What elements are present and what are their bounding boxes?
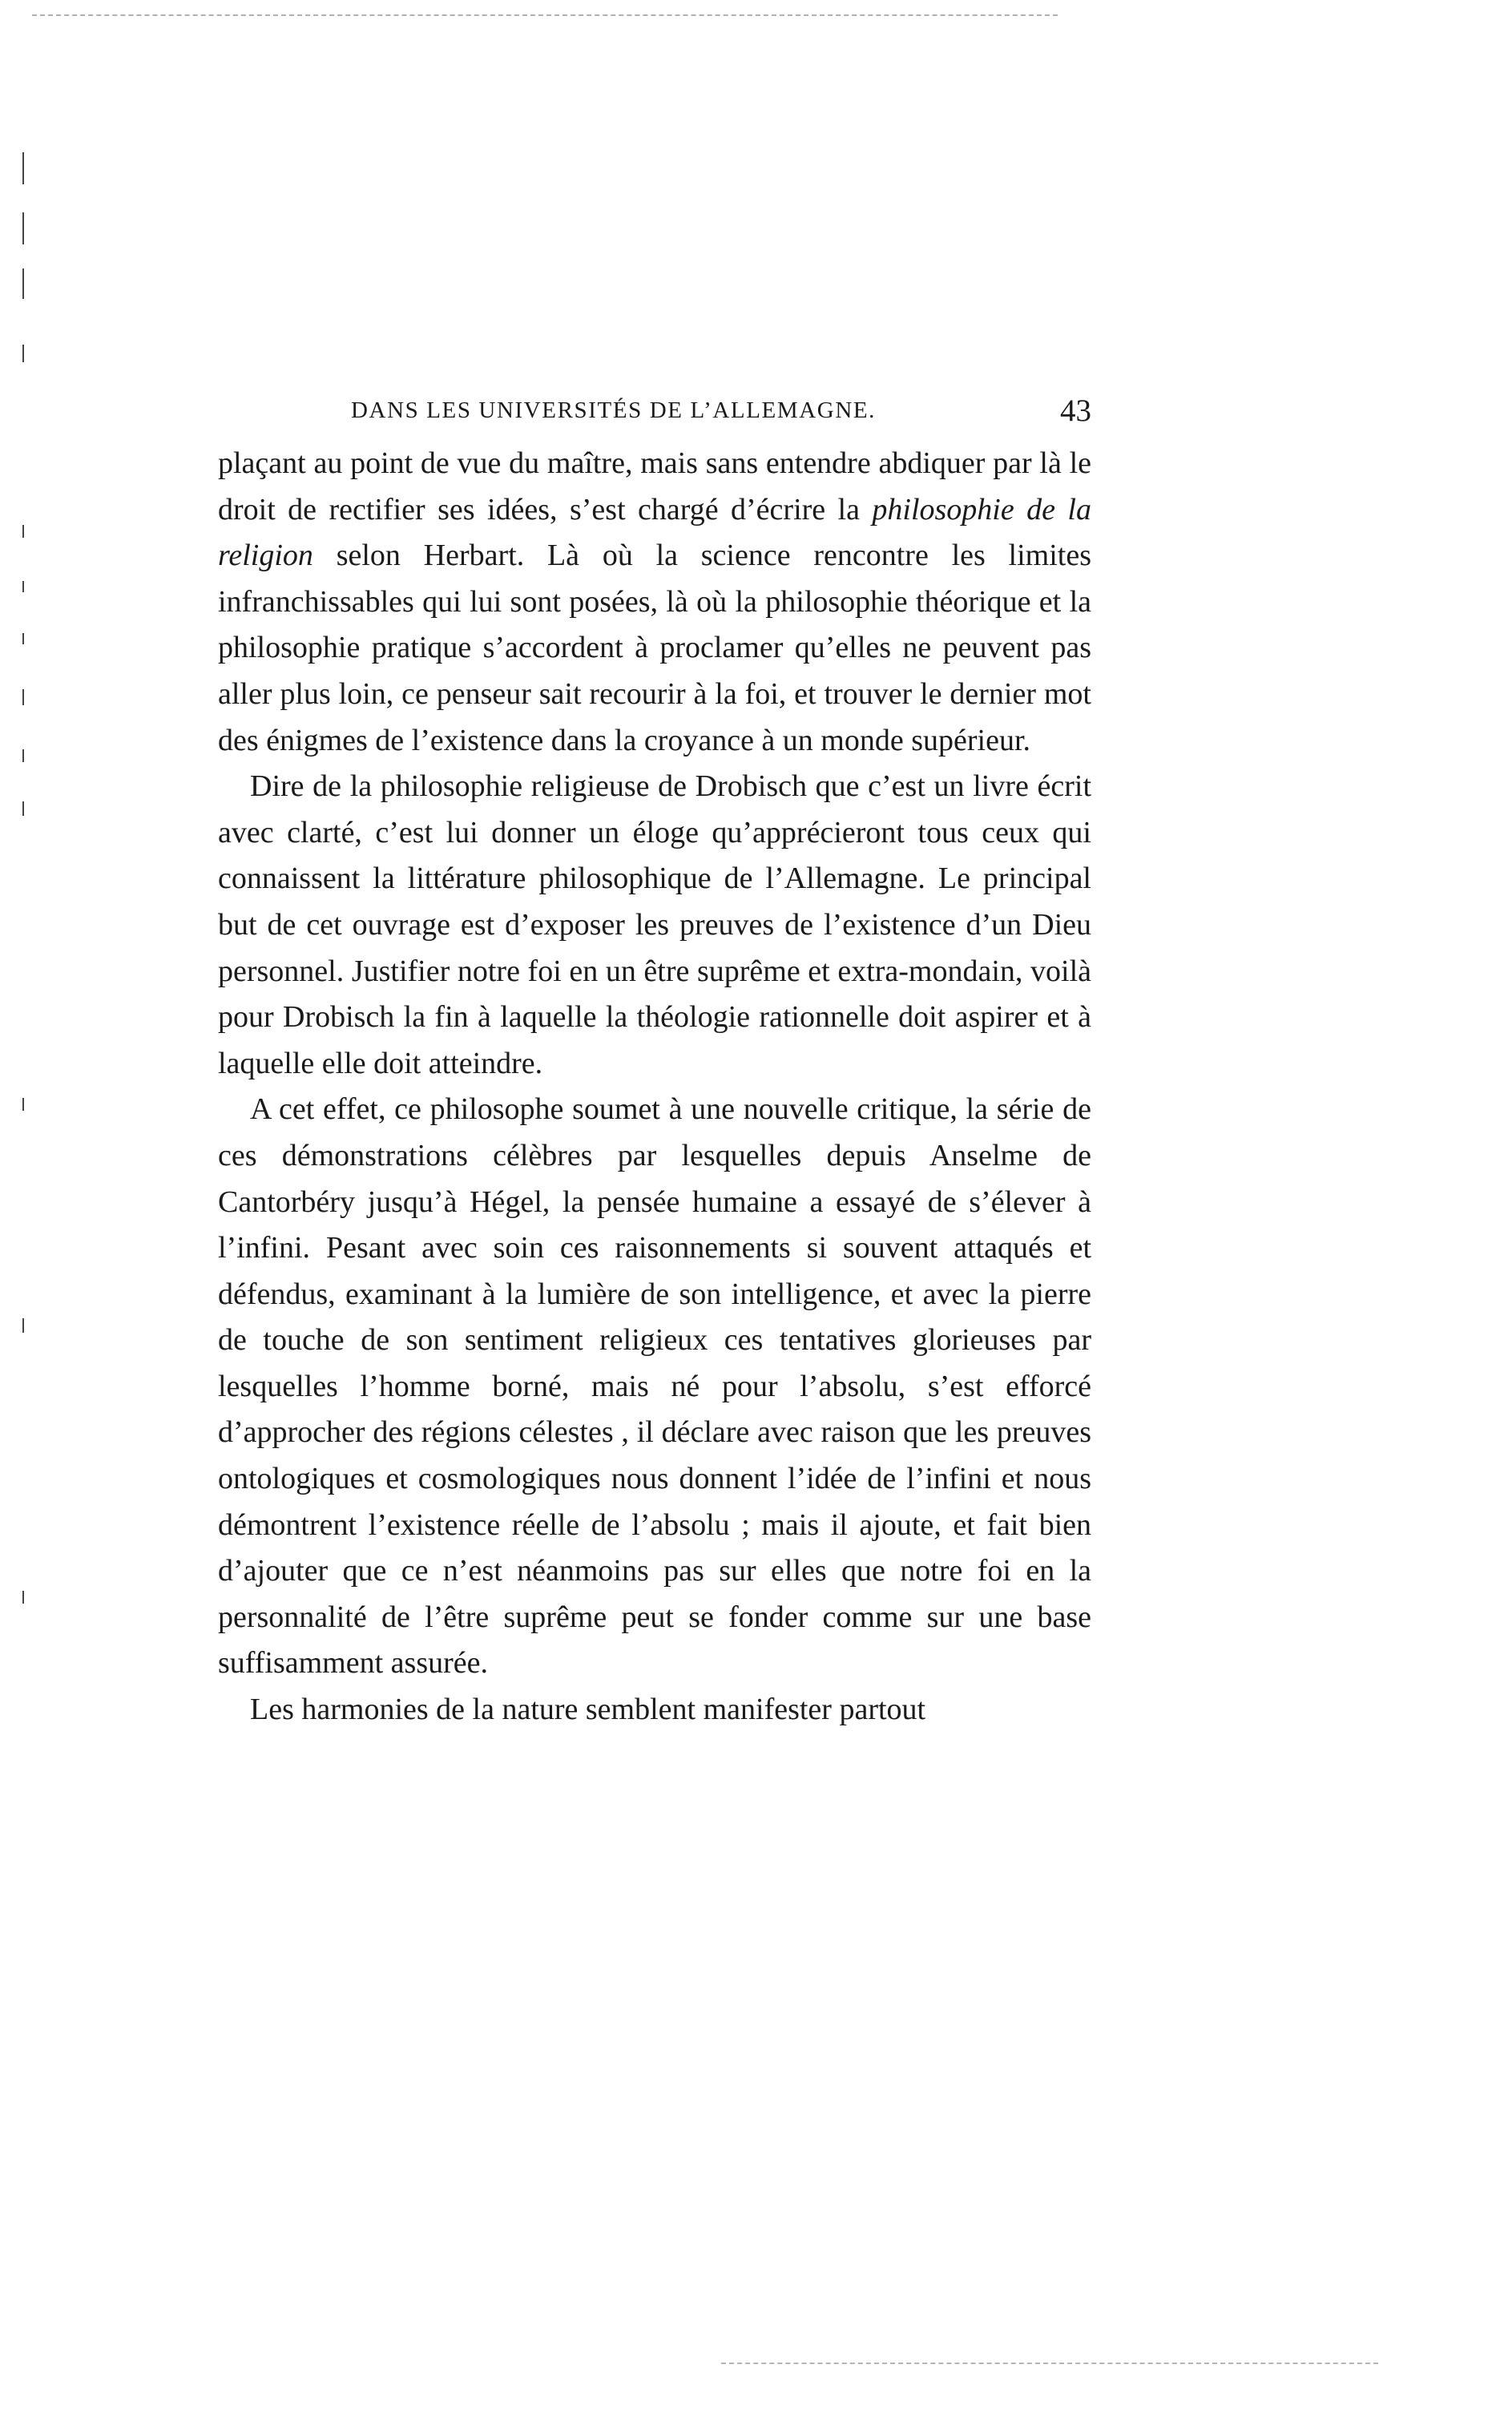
gutter-mark <box>22 1318 24 1333</box>
gutter-mark <box>22 525 24 538</box>
gutter-mark <box>22 1591 24 1604</box>
scan-edge-bottom <box>721 2363 1378 2364</box>
gutter-mark <box>22 268 24 299</box>
paragraph-2: Dire de la philosophie religieuse de Drobisch que c’est un livre écrit avec clarté, c’est lui donner un éloge qu’apprécieront tous ceux qui connaissent la littérature philosophique de l’Allemagne. Le principal but de cet ouvrage est d’exposer les preuves de l’existence d’un Dieu personnel. Justifier notre foi en un être suprême et extra-mondain, voilà pour Drobisch la fin à laquelle la théologie rationnelle doit aspirer et à laquelle elle doit atteindre. <box>218 769 1091 1080</box>
running-head <box>351 393 1091 441</box>
gutter-mark <box>22 1098 24 1111</box>
gutter-mark <box>22 749 24 762</box>
scan-edge-top <box>32 14 1058 16</box>
gutter-mark <box>22 689 24 705</box>
running-title: DANS LES UNIVERSITÉS DE L’ALLEMAGNE. <box>351 397 877 423</box>
gutter-mark <box>22 152 24 184</box>
gutter-mark <box>22 801 24 816</box>
paragraph-3: A cet effet, ce philosophe soumet à une nouvelle critique, la série de ces démonstrations célèbres par lesquelles depuis Anselme de Cantorbéry jusqu’à Hégel, la pensée humaine a essayé de s’élever à l’infini. Pesant avec soin ces raisonnements si souvent attaqués et défendus, examinant à la lumière de son intelligence, et avec la pierre de touche de son sentiment religieux ces tentatives glorieuses par lesquelles l’homme borné, mais né pour l’absolu, s’est efforcé d’approcher des régions célestes , il déclare avec raison que les preuves ontologiques et cosmologiques nous donnent l’idée de l’infini et nous démontrent l’existence réelle de l’absolu ; mais il ajoute, et fait bien d’ajouter que ce n’est néanmoins pas sur elles que notre foi en la personnalité de l’être suprême peut se fonder comme sur une base suffisamment assurée. <box>218 1092 1091 1681</box>
gutter-mark <box>22 633 24 644</box>
gutter-mark <box>22 212 24 244</box>
book-page <box>218 393 1091 1733</box>
gutter-mark <box>22 345 24 362</box>
page-number: 43 <box>1060 393 1091 428</box>
gutter-mark <box>22 581 24 592</box>
body-text <box>218 441 1091 1733</box>
paragraph-1: plaçant au point de vue du maître, mais sans entendre abdiquer par là le droit de rectifier ses idées, s’est chargé d’écrire la philosophie de la religion selon Herbart. Là où la science rencontre les limites infranchissables qui lui sont posées, là où la philosophie théorique et la philosophie pratique s’accordent à proclamer qu’elles ne peuvent pas aller plus loin, ce penseur sait recourir à la foi, et trouver le dernier mot des énigmes de l’existence dans la croyance à un monde supérieur. <box>218 446 1091 757</box>
paragraph-4: Les harmonies de la nature semblent manifester partout <box>250 1693 926 1727</box>
italic-title: philosophie de la religion <box>218 492 1091 573</box>
